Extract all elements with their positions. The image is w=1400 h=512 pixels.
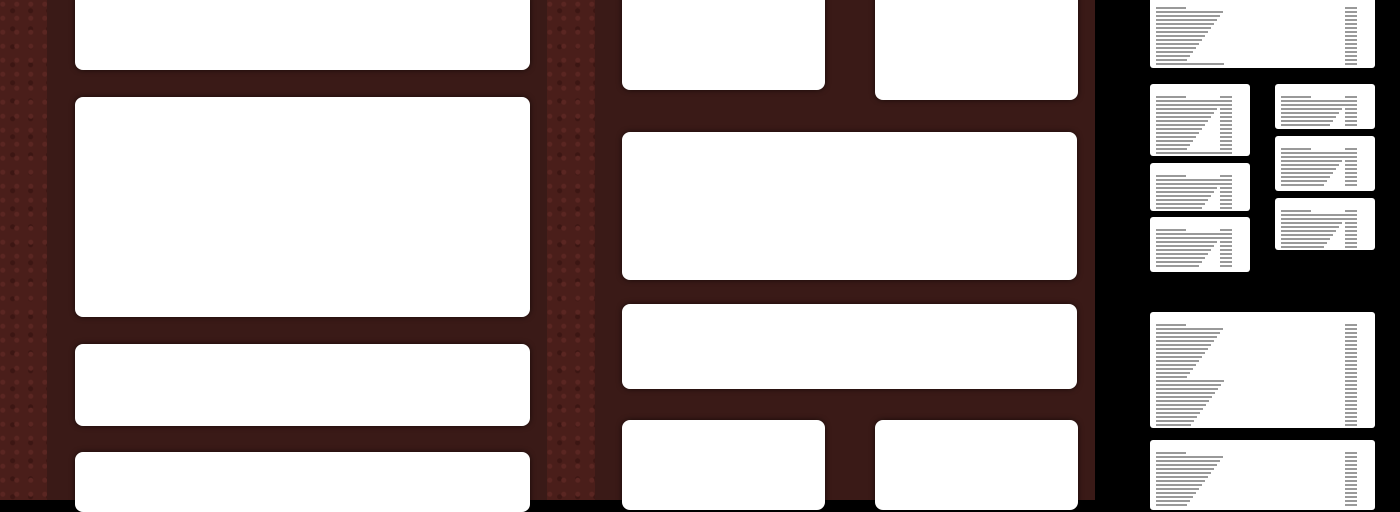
thumbnail-price-line [1345,100,1357,102]
thumbnail-price-line [1345,424,1357,426]
thumbnail-price-line [1345,104,1357,106]
thumbnail-text-line [1156,392,1215,394]
thumbnail-text-line [1156,96,1186,98]
thumbnail-price-line [1345,226,1357,228]
thumbnail-price-line [1220,96,1232,98]
thumbnail-price-line [1345,23,1357,25]
sandwiches-card [875,420,1078,510]
thumbnail-price-line [1345,51,1357,53]
thumbnail-text-line [1156,336,1217,338]
thumbnail-price-line [1345,420,1357,422]
thumbnail-price-line [1345,496,1357,498]
thumbnail-card [1150,163,1250,211]
thumbnail-text-line [1281,100,1348,102]
thumbnail-price-line [1345,480,1357,482]
thumbnail-text-line [1156,249,1211,251]
thumbnail-price-line [1345,116,1357,118]
thumbnail-price-line [1345,156,1357,158]
thumbnail-card [1275,198,1375,250]
thumbnail-text-line [1281,112,1339,114]
thumbnail-text-line [1156,468,1214,470]
thumbnail-price-line [1345,400,1357,402]
thumbnail-price-line [1220,253,1232,255]
thumbnail-price-line [1345,404,1357,406]
thumbnail-text-line [1156,460,1220,462]
thumbnail-price-line [1345,63,1357,65]
thumbnail-text-line [1281,152,1348,154]
thumbnail-text-line [1156,183,1220,185]
thumbnail-price-line [1345,368,1357,370]
thumbnail-text-line [1156,376,1187,378]
thumbnail-text-line [1281,156,1345,158]
thumbnail-text-line [1156,39,1202,41]
thumbnail-text-line [1156,396,1212,398]
thumbnail-text-line [1156,348,1208,350]
thumbnail-text-line [1281,184,1324,186]
thumbnail-price-line [1220,237,1232,239]
thumbnail-price-line [1345,112,1357,114]
thumbnail-price-line [1345,43,1357,45]
thumbnail-price-line [1345,336,1357,338]
thumbnail-price-line [1220,179,1232,181]
thumbnail-price-line [1345,15,1357,17]
thumbnail-text-line [1156,332,1220,334]
thumbnail-text-line [1281,116,1336,118]
thumbnail-price-line [1220,183,1232,185]
thumbnail-price-line [1220,207,1232,209]
thumbnail-text-line [1156,35,1205,37]
thumbnail-price-line [1345,120,1357,122]
thumbnail-text-line [1156,368,1193,370]
thumbnail-text-line [1156,195,1211,197]
beef-card [75,0,530,70]
thumbnail-price-line [1345,332,1357,334]
seafood-card [75,97,530,317]
thumbnail-text-line [1156,344,1211,346]
thumbnail-text-line [1156,340,1214,342]
thumbnail-price-line [1345,468,1357,470]
thumbnail-text-line [1281,104,1345,106]
thumbnail-text-line [1156,27,1211,29]
thumbnail-text-line [1156,464,1217,466]
thumbnail-text-line [1156,504,1187,506]
thumbnail-text-line [1156,191,1214,193]
appetizers-card [622,0,825,90]
thumbnail-text-line [1156,47,1196,49]
thumbnail-price-line [1345,35,1357,37]
thumbnail-price-line [1345,452,1357,454]
thumbnail-text-line [1156,492,1196,494]
thumbnail-price-line [1220,132,1232,134]
thumbnail-price-line [1345,456,1357,458]
thumbnail-price-line [1345,372,1357,374]
middle-gap [547,0,595,500]
thumbnail-price-line [1345,180,1357,182]
thumbnail-text-line [1156,175,1186,177]
thumbnail-text-line [1281,148,1311,150]
thumbnail-text-line [1156,187,1217,189]
thumbnail-price-line [1345,59,1357,61]
thumbnail-text-line [1281,242,1327,244]
combination-plates-card [622,132,1077,280]
thumbnail-price-line [1345,246,1357,248]
thumbnail-text-line [1156,55,1190,57]
thumbnail-text-line [1156,203,1205,205]
thumbnail-text-line [1156,136,1196,138]
thumbnail-text-line [1156,229,1186,231]
thumbnail-text-line [1281,210,1311,212]
thumbnail-price-line [1345,39,1357,41]
family-dinners-card [75,452,530,512]
create-combination-card [622,304,1077,389]
thumbnail-price-line [1345,172,1357,174]
thumbnail-price-line [1220,191,1232,193]
thumbnail-text-line [1156,360,1199,362]
thumbnail-price-line [1345,27,1357,29]
thumbnail-text-line [1156,253,1208,255]
thumbnail-text-line [1156,424,1191,426]
thumbnail-text-line [1281,168,1336,170]
thumbnail-text-line [1156,124,1205,126]
thumbnail-price-line [1345,504,1357,506]
thumbnail-price-line [1220,229,1232,231]
thumbnail-card [1275,136,1375,191]
thumbnail-text-line [1156,261,1202,263]
thumbnail-text-line [1156,372,1190,374]
thumbnail-price-line [1345,388,1357,390]
thumbnail-text-line [1156,420,1194,422]
thumbnail-text-line [1281,108,1342,110]
thumbnail-price-line [1345,222,1357,224]
thumbnail-card [1150,217,1250,272]
thumbnail-text-line [1156,500,1190,502]
thumbnail-text-line [1281,160,1342,162]
thumbnail-price-line [1345,472,1357,474]
thumbnail-text-line [1156,7,1186,9]
pork-card [75,344,530,426]
thumbnail-text-line [1281,120,1333,122]
thumbnail-price-line [1220,128,1232,130]
thumbnail-price-line [1345,164,1357,166]
thumbnail-price-line [1345,234,1357,236]
thumbnail-text-line [1156,11,1223,13]
thumbnail-text-line [1156,199,1208,201]
thumbnail-price-line [1345,324,1357,326]
thumbnail-price-line [1220,175,1232,177]
thumbnail-price-line [1345,148,1357,150]
thumbnail-text-line [1281,222,1342,224]
thumbnail-price-line [1220,108,1232,110]
thumbnail-text-line [1156,488,1199,490]
thumbnail-text-line [1156,19,1217,21]
soup-card [875,0,1078,100]
thumbnail-text-line [1156,43,1199,45]
thumbnail-text-line [1156,400,1209,402]
thumbnail-price-line [1220,203,1232,205]
thumbnail-price-line [1345,476,1357,478]
thumbnail-price-line [1345,348,1357,350]
thumbnail-price-line [1345,328,1357,330]
thumbnail-text-line [1156,233,1223,235]
thumbnail-price-line [1345,412,1357,414]
thumbnail-price-line [1220,249,1232,251]
thumbnail-text-line [1156,23,1214,25]
thumbnail-price-line [1345,464,1357,466]
thumbnail-text-line [1156,63,1224,65]
thumbnail-price-line [1220,112,1232,114]
thumbnail-price-line [1220,116,1232,118]
thumbnail-price-line [1220,136,1232,138]
thumbnail-text-line [1156,484,1202,486]
thumbnail-text-line [1156,452,1186,454]
thumbnail-price-line [1345,11,1357,13]
thumbnail-price-line [1220,148,1232,150]
thumbnail-text-line [1281,234,1333,236]
thumbnail-text-line [1281,172,1333,174]
thumbnail-text-line [1281,164,1339,166]
thumbnail-text-line [1281,176,1330,178]
beverages-card [622,420,825,510]
thumbnail-price-line [1345,210,1357,212]
thumbnail-text-line [1281,124,1330,126]
thumbnail-price-line [1220,144,1232,146]
thumbnail-text-line [1156,108,1217,110]
thumbnail-text-line [1156,416,1197,418]
thumbnail-price-line [1220,187,1232,189]
thumbnail-text-line [1156,384,1221,386]
thumbnail-price-line [1345,168,1357,170]
thumbnail-price-line [1345,360,1357,362]
thumbnail-price-line [1345,364,1357,366]
thumbnail-text-line [1156,456,1223,458]
thumbnail-text-line [1156,59,1187,61]
thumbnail-price-line [1345,356,1357,358]
thumbnail-card [1150,312,1375,428]
thumbnail-price-line [1220,124,1232,126]
thumbnail-text-line [1156,104,1220,106]
thumbnail-price-line [1345,230,1357,232]
thumbnail-text-line [1156,364,1196,366]
thumbnail-text-line [1281,246,1324,248]
thumbnail-text-line [1281,218,1345,220]
thumbnail-text-line [1156,120,1208,122]
thumbnail-text-line [1156,476,1208,478]
thumbnail-price-line [1345,19,1357,21]
thumbnail-text-line [1156,116,1211,118]
thumbnail-price-line [1345,184,1357,186]
thumbnail-text-line [1156,408,1203,410]
thumbnail-price-line [1345,460,1357,462]
thumbnail-price-line [1345,47,1357,49]
thumbnail-price-line [1345,124,1357,126]
thumbnail-price-line [1345,408,1357,410]
thumbnail-price-line [1220,241,1232,243]
thumbnail-price-line [1220,245,1232,247]
thumbnail-price-line [1345,396,1357,398]
thumbnail-text-line [1281,226,1339,228]
thumbnail-price-line [1345,492,1357,494]
thumbnail-text-line [1281,214,1348,216]
thumbnail-text-line [1156,472,1211,474]
thumbnail-price-line [1345,108,1357,110]
thumbnail-text-line [1156,100,1223,102]
thumbnail-text-line [1156,388,1218,390]
thumbnail-price-line [1345,160,1357,162]
thumbnail-price-line [1345,218,1357,220]
thumbnail-price-line [1345,384,1357,386]
thumbnail-text-line [1156,148,1187,150]
thumbnail-card [1275,84,1375,129]
thumbnail-price-line [1220,265,1232,267]
thumbnail-price-line [1345,152,1357,154]
thumbnail-text-line [1281,96,1311,98]
thumbnail-text-line [1156,207,1202,209]
thumbnail-price-line [1345,242,1357,244]
thumbnail-price-line [1345,344,1357,346]
thumbnail-price-line [1345,55,1357,57]
thumbnail-text-line [1156,51,1193,53]
thumbnail-price-line [1345,352,1357,354]
thumbnail-price-line [1345,7,1357,9]
thumbnail-price-line [1345,176,1357,178]
thumbnail-text-line [1156,352,1205,354]
thumbnail-price-line [1345,416,1357,418]
thumbnail-price-line [1220,104,1232,106]
thumbnail-text-line [1156,128,1202,130]
thumbnail-price-line [1345,484,1357,486]
thumbnail-text-line [1281,230,1336,232]
thumbnail-text-line [1156,237,1220,239]
thumbnail-text-line [1156,324,1186,326]
thumbnail-price-line [1345,380,1357,382]
thumbnail-price-line [1220,257,1232,259]
thumbnail-price-line [1220,100,1232,102]
thumbnail-price-line [1345,31,1357,33]
thumbnail-text-line [1156,152,1224,154]
thumbnail-text-line [1156,404,1206,406]
thumbnail-text-line [1156,496,1193,498]
left-background [0,0,47,500]
thumbnail-price-line [1345,376,1357,378]
thumbnail-text-line [1156,265,1199,267]
thumbnail-text-line [1156,144,1190,146]
thumbnail-text-line [1281,238,1330,240]
thumbnail-text-line [1156,140,1193,142]
thumbnail-text-line [1156,112,1214,114]
thumbnail-price-line [1345,488,1357,490]
thumbnail-text-line [1156,257,1205,259]
thumbnail-price-line [1220,195,1232,197]
thumbnail-text-line [1156,245,1214,247]
thumbnail-price-line [1345,340,1357,342]
thumbnail-text-line [1156,356,1202,358]
thumbnail-text-line [1156,31,1208,33]
thumbnail-text-line [1156,412,1200,414]
thumbnail-price-line [1220,261,1232,263]
thumbnail-text-line [1156,480,1205,482]
thumbnail-price-line [1345,214,1357,216]
thumbnail-price-line [1220,199,1232,201]
thumbnail-price-line [1220,152,1232,154]
thumbnail-price-line [1345,96,1357,98]
thumbnail-price-line [1220,233,1232,235]
thumbnail-text-line [1156,132,1199,134]
thumbnail-text-line [1281,180,1327,182]
thumbnail-card [1150,0,1375,68]
thumbnail-text-line [1156,15,1220,17]
thumbnail-price-line [1345,392,1357,394]
thumbnail-text-line [1156,380,1224,382]
thumbnail-price-line [1220,140,1232,142]
thumbnail-text-line [1156,328,1223,330]
thumbnail-price-line [1345,238,1357,240]
thumbnail-text-line [1156,241,1217,243]
thumbnail-text-line [1156,179,1223,181]
thumbnail-price-line [1220,120,1232,122]
thumbnail-price-line [1345,500,1357,502]
thumbnail-card [1150,84,1250,156]
